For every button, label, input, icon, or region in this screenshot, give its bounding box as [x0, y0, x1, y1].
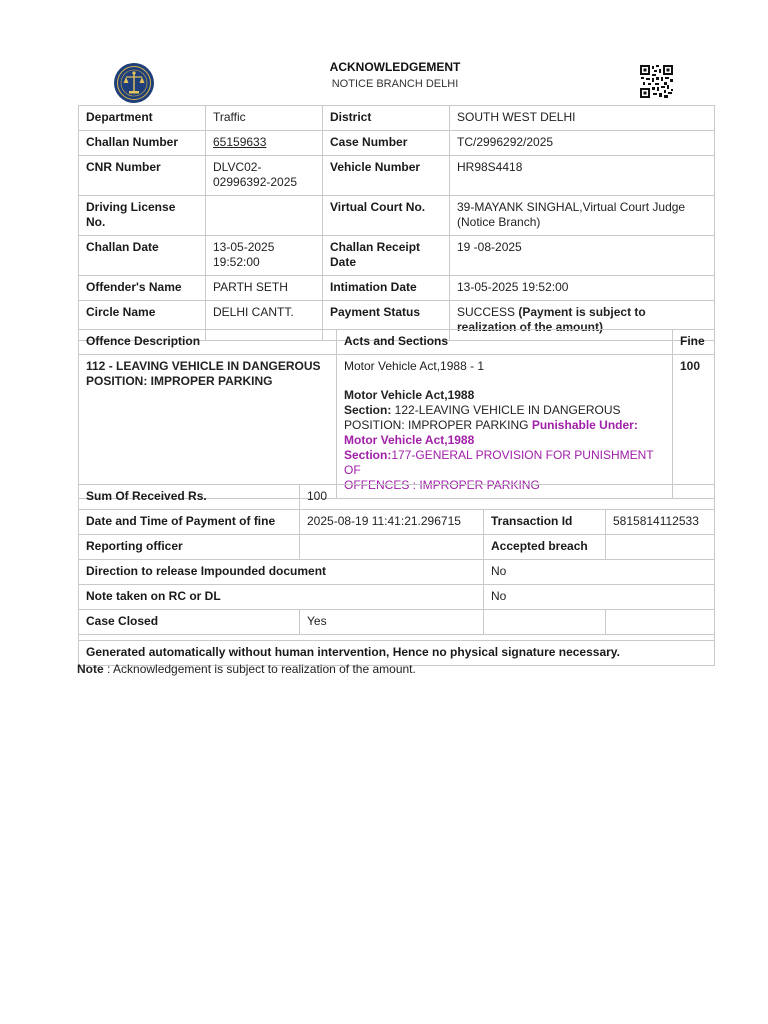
- accepted-breach-value: [606, 535, 715, 560]
- punishable-under-label: Punishable Under:: [531, 418, 638, 432]
- case-number-value: TC/2996292/2025: [450, 131, 715, 156]
- department-value: Traffic: [206, 106, 323, 131]
- intimation-date-label: Intimation Date: [323, 276, 450, 301]
- challan-date-cell: [206, 236, 323, 276]
- offence-description-line: POSITION: IMPROPER PARKING: [86, 374, 273, 388]
- cnr-number-cell: [206, 156, 323, 196]
- cnr-number-value-line: 02996392-2025: [213, 175, 298, 189]
- offender-name-label: Offender's Name: [79, 276, 206, 301]
- table-row: [79, 276, 715, 301]
- table-row: [79, 560, 715, 585]
- footer-note: [77, 662, 416, 676]
- challan-receipt-date-label-line: Challan Receipt: [330, 240, 421, 254]
- driving-license-value: [206, 196, 323, 236]
- cnr-number-value-line: DLVC02-: [213, 160, 262, 174]
- act-title: Motor Vehicle Act,1988: [344, 388, 475, 402]
- accepted-breach-label: Accepted breach: [484, 535, 606, 560]
- challan-receipt-date-label-line: Date: [330, 255, 357, 269]
- challan-date-value-line: 19:52:00: [213, 255, 260, 269]
- document-subtitle: NOTICE BRANCH DELHI: [331, 78, 459, 90]
- note-text: : Acknowledgement is subject to realization of the amount.: [103, 662, 416, 676]
- reporting-officer-value: [300, 535, 484, 560]
- offender-name-value: PARTH SETH: [206, 276, 323, 301]
- payment-details-table: [78, 484, 715, 666]
- sum-received-value: 100: [300, 485, 715, 510]
- payment-status-note: (Payment is subject to: [518, 305, 646, 319]
- table-row: [79, 585, 715, 610]
- table-row: [79, 485, 715, 510]
- vehicle-number-value: HR98S4418: [450, 156, 715, 196]
- case-number-label: Case Number: [323, 131, 450, 156]
- challan-number-label: Challan Number: [79, 131, 206, 156]
- note-rc-dl-value: No: [484, 585, 715, 610]
- district-value: SOUTH WEST DELHI: [450, 106, 715, 131]
- punish-section-text: 177-GENERAL PROVISION FOR PUNISHMENT OF: [344, 448, 654, 477]
- case-closed-label: Case Closed: [79, 610, 300, 635]
- table-row: [79, 236, 715, 276]
- challan-date-value-line: 13-05-2025: [213, 240, 275, 254]
- note-label: Note: [77, 662, 104, 676]
- offence-description-cell: [79, 355, 337, 499]
- act-line: Motor Vehicle Act,1988 - 1: [344, 359, 485, 373]
- release-document-label: Direction to release Impounded document: [79, 560, 484, 585]
- payment-status-value: SUCCESS: [457, 305, 516, 319]
- payment-time-value: 2025-08-19 11:41:21.296715: [300, 510, 484, 535]
- table-row: [79, 156, 715, 196]
- table-row: [79, 131, 715, 156]
- department-label: Department: [79, 106, 206, 131]
- table-row: [79, 510, 715, 535]
- acts-sections-header: Acts and Sections: [337, 330, 673, 355]
- qr-code-icon: [640, 65, 673, 98]
- driving-license-label-line: Driving License: [86, 200, 176, 214]
- driving-license-label-line: No.: [86, 215, 106, 229]
- offence-description-line: 112 - LEAVING VEHICLE IN DANGEROUS: [86, 359, 321, 373]
- acts-sections-cell: [337, 355, 673, 499]
- fine-value: 100: [673, 355, 715, 499]
- challan-receipt-date-value: 19 -08-2025: [450, 236, 715, 276]
- payment-time-label: Date and Time of Payment of fine: [79, 510, 300, 535]
- challan-details-table: [78, 105, 715, 341]
- payment-status-note: realization of the amount): [457, 320, 604, 334]
- virtual-court-value-line: (Notice Branch): [457, 215, 541, 229]
- punish-section-text: OFFENCES : IMPROPER PARKING: [344, 478, 540, 492]
- district-label: District: [323, 106, 450, 131]
- table-header-row: [79, 330, 715, 355]
- release-document-value: No: [484, 560, 715, 585]
- auto-generated-notice: Generated automatically without human intervention, Hence no physical signature necessary.: [79, 641, 715, 666]
- table-row: [79, 610, 715, 635]
- table-row: [79, 106, 715, 131]
- challan-date-label: Challan Date: [79, 236, 206, 276]
- circle-name-label: Circle Name: [79, 301, 206, 341]
- table-row: [79, 196, 715, 236]
- virtual-court-cell: [450, 196, 715, 236]
- offence-table: [78, 329, 715, 499]
- punishable-act: Motor Vehicle Act,1988: [344, 433, 475, 447]
- sum-received-label: Sum Of Received Rs.: [79, 485, 300, 510]
- section-text: POSITION: IMPROPER PARKING: [344, 418, 532, 432]
- document-title: ACKNOWLEDGEMENT: [329, 60, 461, 74]
- table-row: [79, 355, 715, 499]
- case-closed-value: Yes: [300, 610, 484, 635]
- circle-name-value: DELHI CANTT.: [206, 301, 323, 341]
- driving-license-label: [79, 196, 206, 236]
- transaction-id-value: 5815814112533: [606, 510, 715, 535]
- challan-receipt-date-label: [323, 236, 450, 276]
- punish-section-label: Section:: [344, 448, 392, 462]
- table-row: [79, 535, 715, 560]
- virtual-court-value-line: 39-MAYANK SINGHAL,Virtual Court Judge: [457, 200, 686, 214]
- empty-cell: [484, 610, 606, 635]
- vehicle-number-label: Vehicle Number: [323, 156, 450, 196]
- payment-status-label: Payment Status: [323, 301, 450, 341]
- offence-description-header: Offence Description: [79, 330, 337, 355]
- cnr-number-label: CNR Number: [79, 156, 206, 196]
- transaction-id-label: Transaction Id: [484, 510, 606, 535]
- reporting-officer-label: Reporting officer: [79, 535, 300, 560]
- virtual-court-label: Virtual Court No.: [323, 196, 450, 236]
- challan-number-cell: [206, 131, 323, 156]
- section-label: Section:: [344, 403, 392, 417]
- fine-header: Fine: [673, 330, 715, 355]
- section-text: 122-LEAVING VEHICLE IN DANGEROUS: [391, 403, 621, 417]
- note-rc-dl-label: Note taken on RC or DL: [79, 585, 484, 610]
- intimation-date-value: 13-05-2025 19:52:00: [450, 276, 715, 301]
- challan-number-link[interactable]: 65159633: [213, 135, 267, 149]
- empty-cell: [606, 610, 715, 635]
